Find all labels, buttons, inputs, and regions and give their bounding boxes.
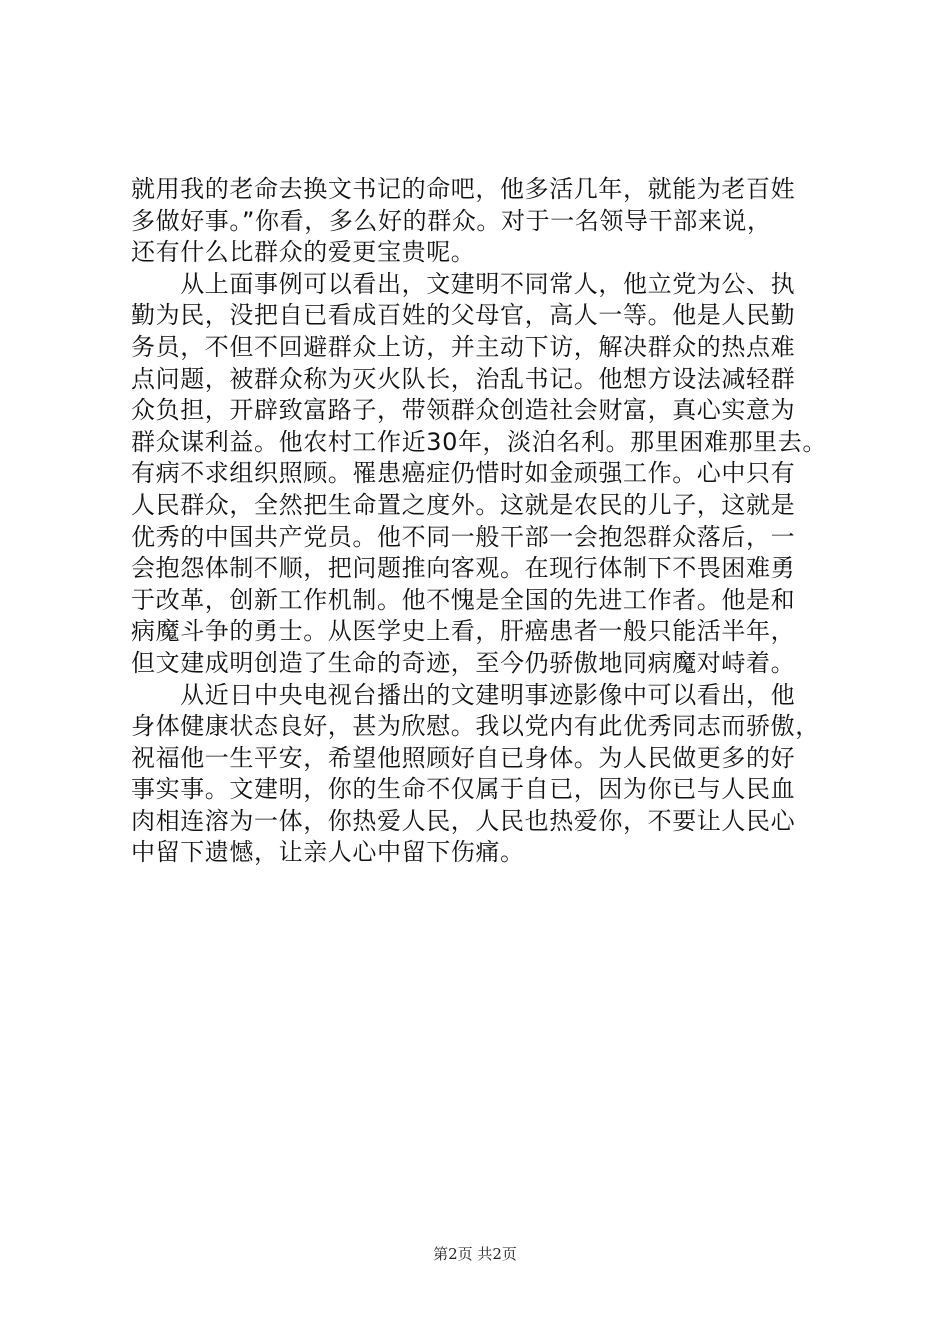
page-footer bbox=[0, 1244, 950, 1264]
text-line: 事实事。文建明，你的生命不仅属于自已，因为你已与人民血 bbox=[131, 775, 796, 804]
text-line: 祝福他一生平安，希望他照顾好自已身体。为人民做更多的好 bbox=[131, 743, 796, 772]
text-line: 病魔斗争的勇士。从医学史上看，肝癌患者一般只能活半年， bbox=[131, 617, 796, 646]
text-line: 会抱怨体制不顺，把问题推向客观。在现行体制下不畏困难勇 bbox=[131, 554, 796, 583]
text-line: 群众谋利益。他农村工作近30年，淡泊名利。那里困难那里去。 bbox=[131, 427, 827, 456]
text-line: 但文建成明创造了生命的奇迹，至今仍骄傲地同病魔对峙着。 bbox=[131, 648, 796, 677]
text-line: 人民群众，全然把生命置之度外。这就是农民的儿子，这就是 bbox=[131, 490, 796, 519]
text-line: 从上面事例可以看出，文建明不同常人，他立党为公、执 bbox=[131, 269, 796, 298]
text-line: 中留下遗憾，让亲人心中留下伤痛。 bbox=[131, 838, 525, 867]
text-line: 点问题，被群众称为灭火队长，治乱书记。他想方设法减轻群 bbox=[131, 364, 796, 393]
text-line: 众负担，开辟致富路子，带领群众创造社会财富，真心实意为 bbox=[131, 396, 796, 425]
text-line: 勤为民，没把自已看成百姓的父母官，高人一等。他是人民勤 bbox=[131, 301, 796, 330]
body-text bbox=[131, 174, 831, 869]
page-number: 第2页 共2页 bbox=[433, 1245, 517, 1263]
text-line: 身体健康状态良好，甚为欣慰。我以党内有此优秀同志而骄傲， bbox=[131, 712, 820, 741]
text-line: 于改革，创新工作机制。他不愧是全国的先进工作者。他是和 bbox=[131, 585, 796, 614]
text-line: 从近日中央电视台播出的文建明事迹影像中可以看出，他 bbox=[131, 680, 796, 709]
text-line: 就用我的老命去换文书记的命吧，他多活几年，就能为老百姓 bbox=[131, 175, 796, 203]
text-line: 多做好事。”你看，多么好的群众。对于一名领导干部来说， bbox=[131, 206, 772, 235]
text-line: 还有什么比群众的爱更宝贵呢。 bbox=[131, 238, 476, 267]
text-line: 务员，不但不回避群众上访，并主动下访，解决群众的热点难 bbox=[131, 332, 796, 361]
text-line: 优秀的中国共产党员。他不同一般干部一会抱怨群众落后，一 bbox=[131, 522, 796, 551]
text-line: 肉相连溶为一体，你热爱人民，人民也热爱你，不要让人民心 bbox=[131, 806, 796, 835]
text-line: 有病不求组织照顾。罹患癌症仍惜时如金顽强工作。心中只有 bbox=[131, 459, 796, 488]
